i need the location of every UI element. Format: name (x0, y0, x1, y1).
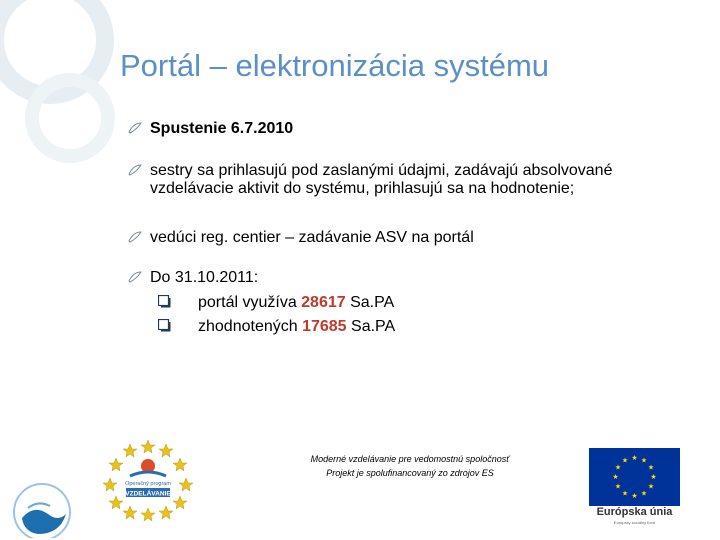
sub-item-suffix: Sa.PA (346, 318, 396, 335)
eu-stars-icon (589, 448, 680, 506)
bullet-item (128, 120, 293, 138)
decorative-rings (0, 0, 140, 170)
svg-text:★: ★ (614, 463, 622, 472)
svg-text:★: ★ (647, 463, 655, 472)
feather-bullet-icon (128, 164, 142, 176)
svg-text:★: ★ (640, 489, 648, 498)
svg-text:★: ★ (621, 456, 629, 465)
round-emblem-logo (8, 478, 76, 538)
op-logo-line1: Operačný program (125, 481, 171, 487)
svg-text:★: ★ (631, 454, 638, 462)
eu-sublabel: Európsky sociálny fond (613, 520, 656, 525)
bullet-item (128, 269, 258, 287)
svg-text:★: ★ (640, 456, 648, 465)
eu-flag (589, 448, 680, 506)
bullet-text: sestry sa prihlasujú pod zaslanými údajmi, zadávajú absolvované vzdelávacie aktivit do systému, prihlasujú sa na hodnotenie; (150, 162, 613, 197)
svg-text:★: ★ (647, 482, 655, 491)
checkbox-bullet-icon (158, 319, 171, 332)
svg-text:★: ★ (631, 492, 638, 500)
feather-bullet-icon (128, 122, 142, 134)
sub-item-prefix: zhodnotených (198, 318, 303, 335)
checkbox-bullet-icon (158, 295, 171, 308)
sub-item-number: 17685 (302, 318, 347, 335)
sub-item-prefix: portál využíva (198, 294, 302, 311)
bullet-item (128, 162, 690, 198)
bullet-text: Spustenie 6.7.2010 (150, 120, 294, 137)
slide-title: Portál – elektronizácia systému (120, 48, 550, 83)
eu-label: Európska únia (596, 506, 673, 518)
feather-bullet-icon (128, 271, 142, 283)
bullet-text: vedúci reg. centier – zadávanie ASV na portál (150, 229, 474, 246)
feather-bullet-icon (128, 231, 142, 243)
op-logo-line2: VZDELÁVANIE (125, 490, 171, 498)
svg-text:★: ★ (650, 473, 657, 481)
sub-item-number: 28617 (301, 294, 346, 311)
svg-text:★: ★ (614, 482, 622, 491)
svg-text:★: ★ (621, 489, 629, 498)
op-vzdelavanie-logo (100, 438, 196, 522)
bullet-text: Do 31.10.2011: (150, 269, 259, 286)
sub-item-suffix: Sa.PA (345, 294, 395, 311)
bullet-item (128, 229, 474, 247)
footer-line2: Projekt je spolufinancovaný zo zdrojov ES (326, 468, 494, 478)
svg-text:★: ★ (612, 473, 619, 481)
footer-line1: Moderné vzdelávanie pre vedomostnú spoločnosť (310, 454, 510, 464)
